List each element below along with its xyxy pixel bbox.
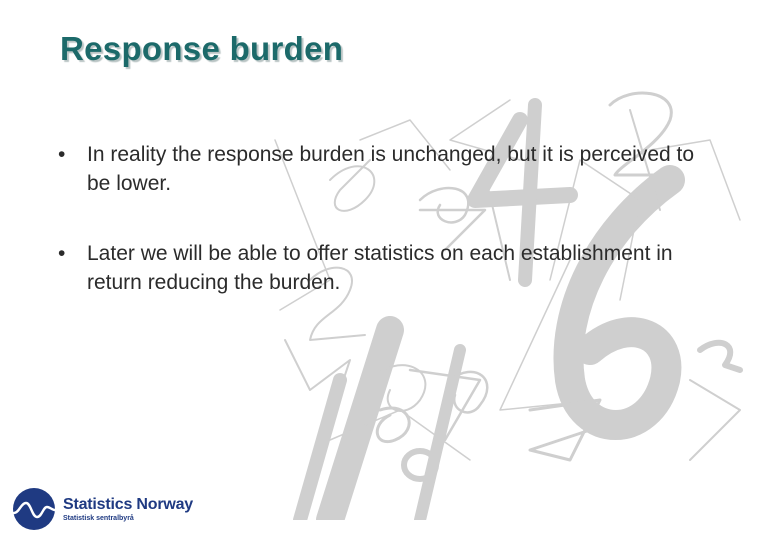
logo-name: Statistics Norway: [63, 496, 193, 513]
statistics-norway-logo: [12, 487, 232, 531]
bullet-dot: •: [58, 143, 66, 166]
logo-subtitle: Statistisk sentralbyrå: [63, 515, 134, 522]
slide-title: Response burden: [60, 30, 344, 67]
bullet-text: Later we will be able to offer statistics on each establishment in return reducing the burden.: [87, 242, 673, 294]
bullet-item: [58, 140, 698, 198]
bullet-dot: •: [58, 242, 66, 265]
bullet-list: [58, 140, 698, 338]
bullet-item: [58, 239, 698, 297]
bullet-text: In reality the response burden is unchanged, but it is perceived to be lower.: [87, 143, 695, 195]
sine-wave-globe-icon: [12, 487, 56, 531]
